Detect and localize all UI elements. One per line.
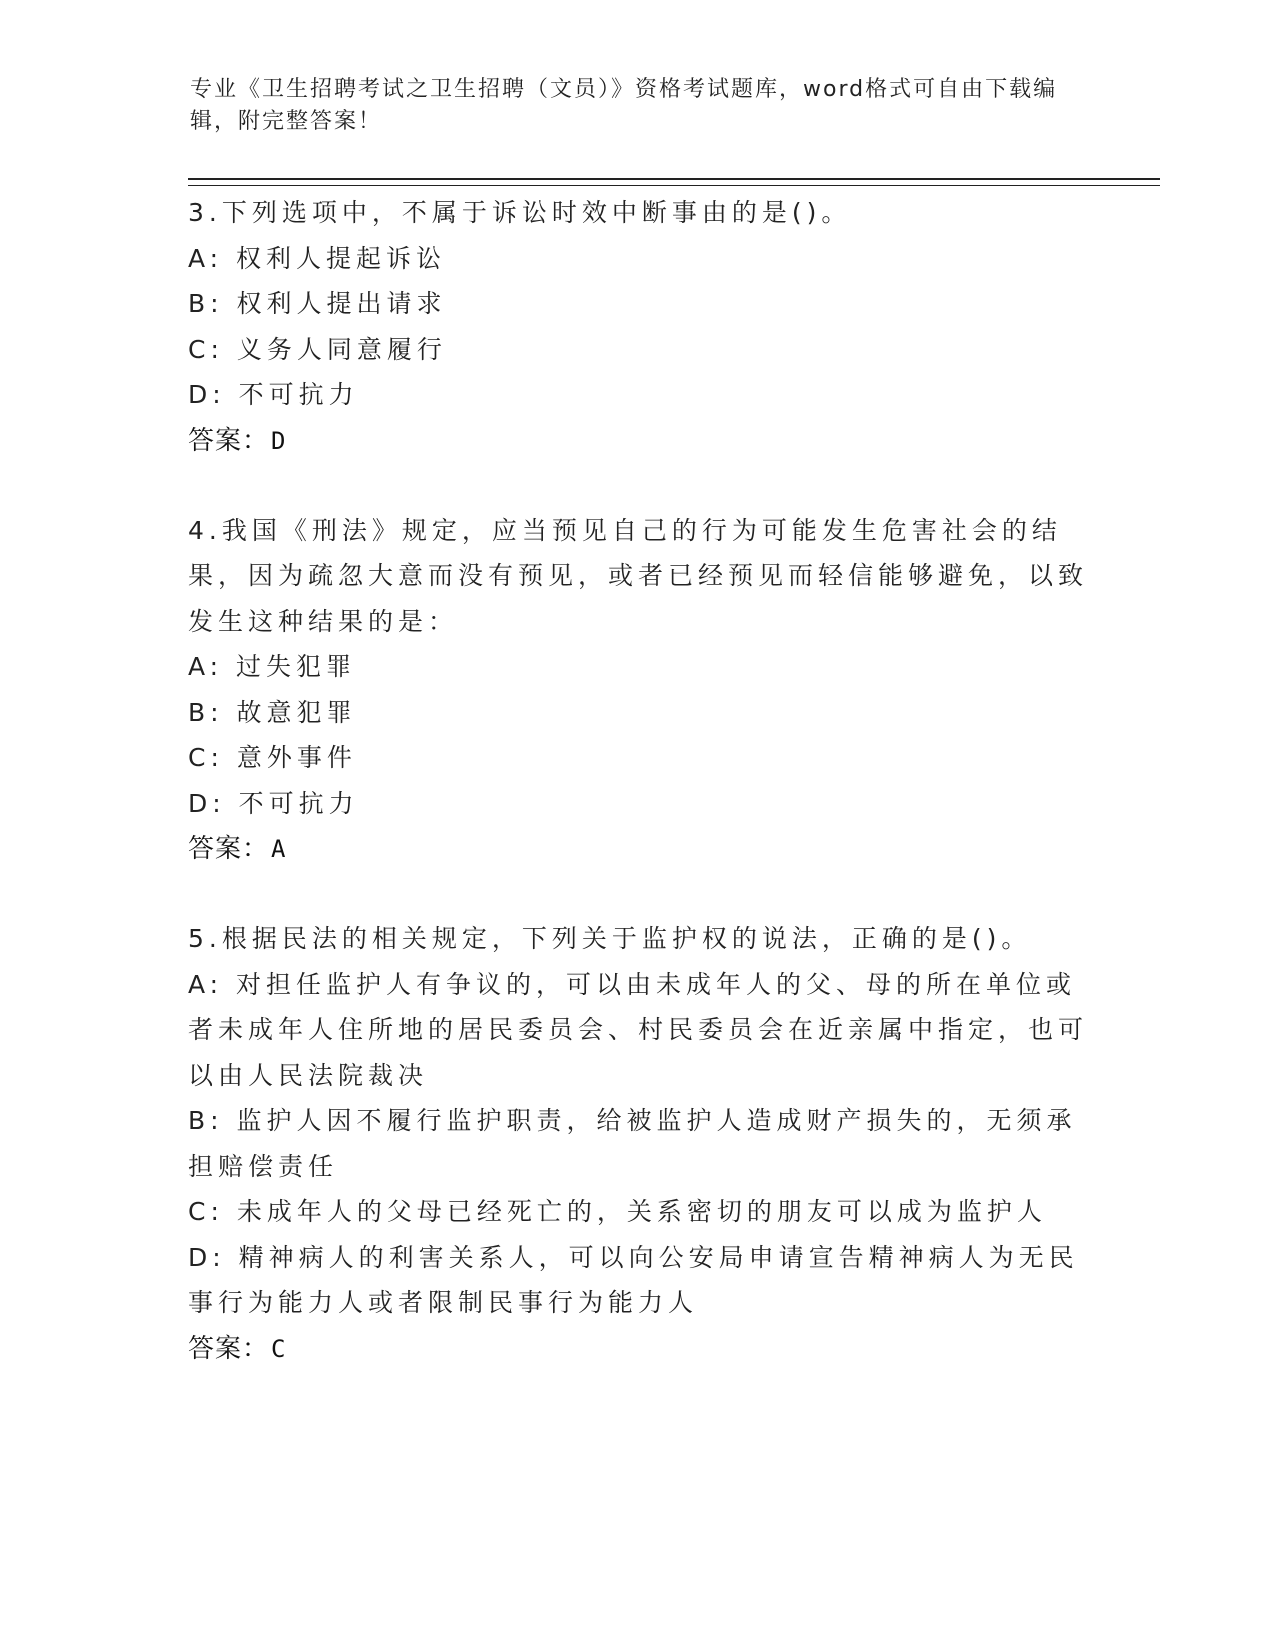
option-c: C: 意外事件 (188, 743, 357, 772)
question-4 (188, 508, 1088, 873)
question-stem: 4.我国《刑法》规定，应当预见自己的行为可能发生危害社会的结果，因为疏忽大意而没有预见，或者已经预见而轻信能够避免，以致发生这种结果的是： (188, 515, 1089, 636)
option-d: D: 不可抗力 (188, 788, 359, 818)
option-b: B: 权利人提出请求 (188, 289, 447, 318)
answer-value: A (271, 835, 287, 863)
answer-label: 答案： (188, 425, 270, 456)
option-b: B: 故意犯罪 (188, 697, 357, 727)
document-header: 专业《卫生招聘考试之卫生招聘（文员）》资格考试题库，word格式可自由下载编辑，附完整答案！ (190, 77, 1058, 134)
question-stem: 5.根据民法的相关规定，下列关于监护权的说法，正确的是()。 (188, 924, 1032, 953)
option-a: A: 对担任监护人有争议的，可以由未成年人的父、母的所在单位或者未成年人住所地的居民委员会、村民委员会在近亲属中指定，也可以由人民法院裁决 (188, 969, 1089, 1090)
option-d: D: 精神病人的利害关系人，可以向公安局申请宣告精神病人为无民事行为能力人或者限制民事行为能力人 (188, 1242, 1079, 1317)
answer-line (188, 1326, 1088, 1372)
answer-value: D (271, 426, 287, 455)
answer-label: 答案： (188, 834, 270, 864)
option-a: A: 过失犯罪 (188, 652, 357, 681)
option-c: C: 未成年人的父母已经死亡的，关系密切的朋友可以成为监护人 (188, 1197, 1047, 1226)
answer-line (188, 418, 1088, 464)
question-list (188, 190, 1088, 1416)
answer-line (188, 826, 1088, 872)
header-divider (188, 178, 1160, 186)
option-c: C: 义务人同意履行 (188, 334, 447, 364)
answer-label: 答案： (188, 1333, 270, 1364)
option-a: A: 权利人提起诉讼 (188, 243, 447, 273)
question-stem: 3.下列选项中，不属于诉讼时效中断事由的是()。 (188, 198, 852, 227)
question-5 (188, 916, 1088, 1372)
question-3 (188, 190, 1088, 464)
answer-value: C (271, 1334, 287, 1363)
option-b: B: 监护人因不履行监护职责，给被监护人造成财产损失的，无须承担赔偿责任 (188, 1106, 1077, 1181)
option-d: D: 不可抗力 (188, 380, 359, 409)
